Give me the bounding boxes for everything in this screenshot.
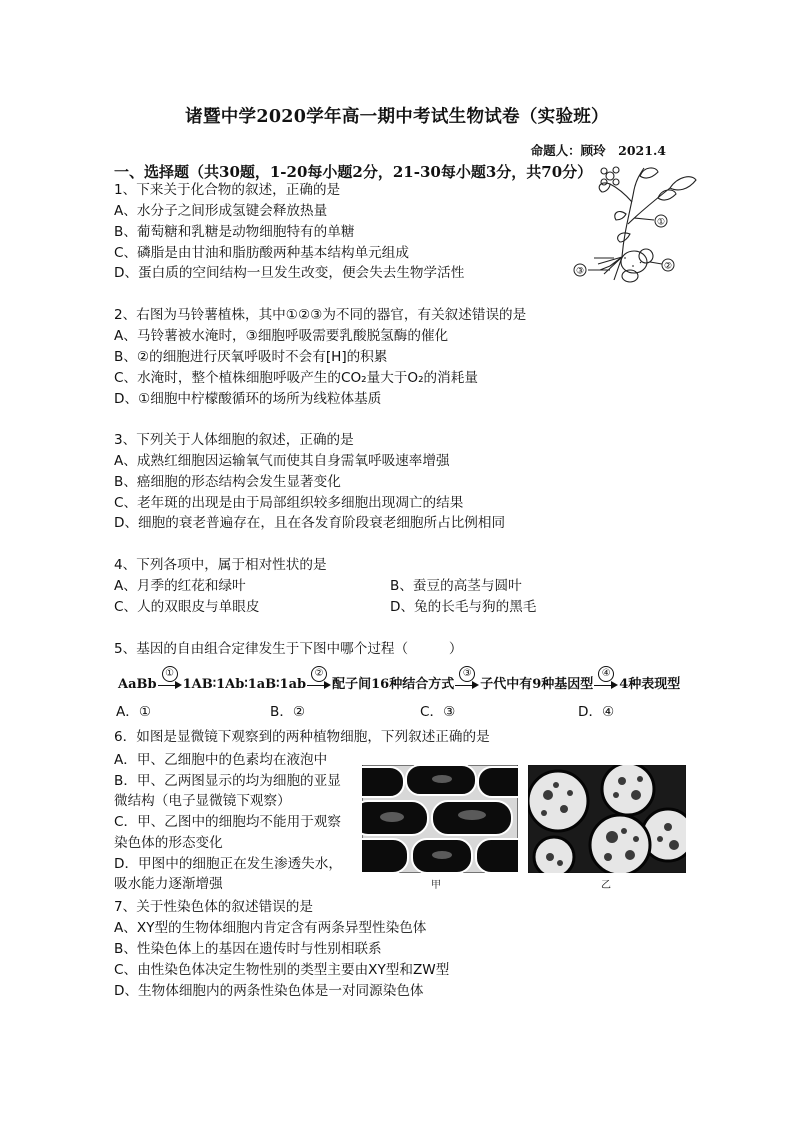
q3-option-c: C、老年斑的出现是由于局部组织较多细胞出现凋亡的结果 [114,495,464,511]
q6-option-d: D．甲图中的细胞正在发生渗透失水，吸水能力逐渐增强 [114,855,342,893]
q6-option-a: A．甲、乙细胞中的色素均在液泡中 [114,752,328,768]
q5-flow-diagram [118,667,681,692]
flow-arrow-1 [158,667,182,692]
q6-option-c: C．甲、乙图中的细胞均不能用于观察染色体的形态变化 [114,814,341,851]
q2-option-b: B、②的细胞进行厌氧呼吸时不会有[H]的积累 [114,349,388,365]
flow-arrow-3 [455,667,479,692]
q5-option-a: A．① [116,704,152,720]
q7-option-a: A、XY型的生物体细胞内肯定含有两条异型性染色体 [114,920,427,936]
page-title: 诸暨中学2020学年高一期中考试生物试卷（实验班） [185,107,609,127]
q2-stem: 2、右图为马铃薯植株，其中①②③为不同的器官，有关叙述错误的是 [114,307,527,323]
q2-option-a: A、马铃薯被水淹时，③细胞呼吸需要乳酸脱氢酶的催化 [114,328,449,344]
flow-step-2: ② [311,666,327,682]
flow-step-1: ① [162,666,178,682]
q1-option-b: B、葡萄糖和乳糖是动物细胞特有的单糖 [114,224,355,240]
q2-option-c: C、水淹时，整个植株细胞呼吸产生的CO₂量大于O₂的消耗量 [114,370,478,386]
q5-option-b: B．② [270,704,306,720]
q1-option-c: C、磷脂是由甘油和脂肪酸两种基本结构单元组成 [114,245,409,261]
q4-option-d: D、兔的长毛与狗的黑毛 [390,599,537,615]
q4-stem: 4、下列各项中，属于相对性状的是 [114,557,327,573]
caption-jia: 甲 [431,880,441,891]
figure-label-2: ② [663,261,673,272]
caption-yi: 乙 [601,880,611,891]
section-heading: 一、选择题（共30题，1-20每小题2分，21-30每小题3分，共70分） [114,163,593,181]
q3-option-d: D、细胞的衰老普遍存在，且在各发育阶段衰老细胞所占比例相同 [114,515,506,531]
flow-arrow-4 [594,667,618,692]
q6-stem: 6．如图是显微镜下观察到的两种植物细胞，下列叙述正确的是 [114,729,490,745]
q3-stem: 3、下列关于人体细胞的叙述，正确的是 [114,432,354,448]
q4-option-b: B、蚕豆的高茎与圆叶 [390,578,522,594]
q3-option-b: B、癌细胞的形态结构会发生显著变化 [114,474,341,490]
q1-option-d: D、蛋白质的空间结构一旦发生改变，便会失去生物学活性 [114,265,465,281]
potato-plant-figure [570,162,700,290]
flow-arrow-2 [307,667,331,692]
author-line: 命题人：顾玲 2021.4 [530,143,666,158]
q3-option-a: A、成熟红细胞因运输氧气而使其自身需氧呼吸速率增强 [114,453,450,469]
q1-stem: 1、下来关于化合物的叙述，正确的是 [114,182,341,198]
q6-options-block [114,750,354,895]
q6-option-b: B．甲、乙两图显示的均为细胞的亚显微结构（电子显微镜下观察） [114,772,341,810]
q1-option-a: A、水分子之间形成氢键会释放热量 [114,203,328,219]
flow-node-phenotypes: 4种表现型 [619,677,681,692]
q4-option-c: C、人的双眼皮与单眼皮 [114,599,260,615]
q7-option-d: D、生物体细胞内的两条性染色体是一对同源染色体 [114,983,424,999]
q7-stem: 7、关于性染色体的叙述错误的是 [114,899,313,915]
flow-node-aabb: AaBb [118,677,157,692]
q7-option-b: B、性染色体上的基因在遗传时与性别相联系 [114,941,382,957]
figure-label-3: ③ [575,266,585,277]
q4-option-a: A、月季的红花和绿叶 [114,578,246,594]
q7-option-c: C、由性染色体决定生物性别的类型主要由XY型和ZW型 [114,962,450,978]
q5-stem: 5、基因的自由组合定律发生于下图中哪个过程（ ） [114,641,463,657]
flow-node-genotypes: 子代中有9种基因型 [480,677,594,692]
flow-node-gametes: 1AB∶1Ab∶1aB∶1ab [182,677,307,692]
figure-label-1: ① [656,217,666,228]
q2-option-d: D、①细胞中柠檬酸循环的场所为线粒体基质 [114,391,382,407]
flow-step-3: ③ [459,666,475,682]
q5-option-d: D．④ [578,704,615,720]
q5-option-c: C．③ [420,704,456,720]
flow-step-4: ④ [598,666,614,682]
micrograph-yi [528,765,686,873]
micrograph-jia [362,765,518,873]
flow-node-combinations: 配子间16种结合方式 [332,677,455,692]
